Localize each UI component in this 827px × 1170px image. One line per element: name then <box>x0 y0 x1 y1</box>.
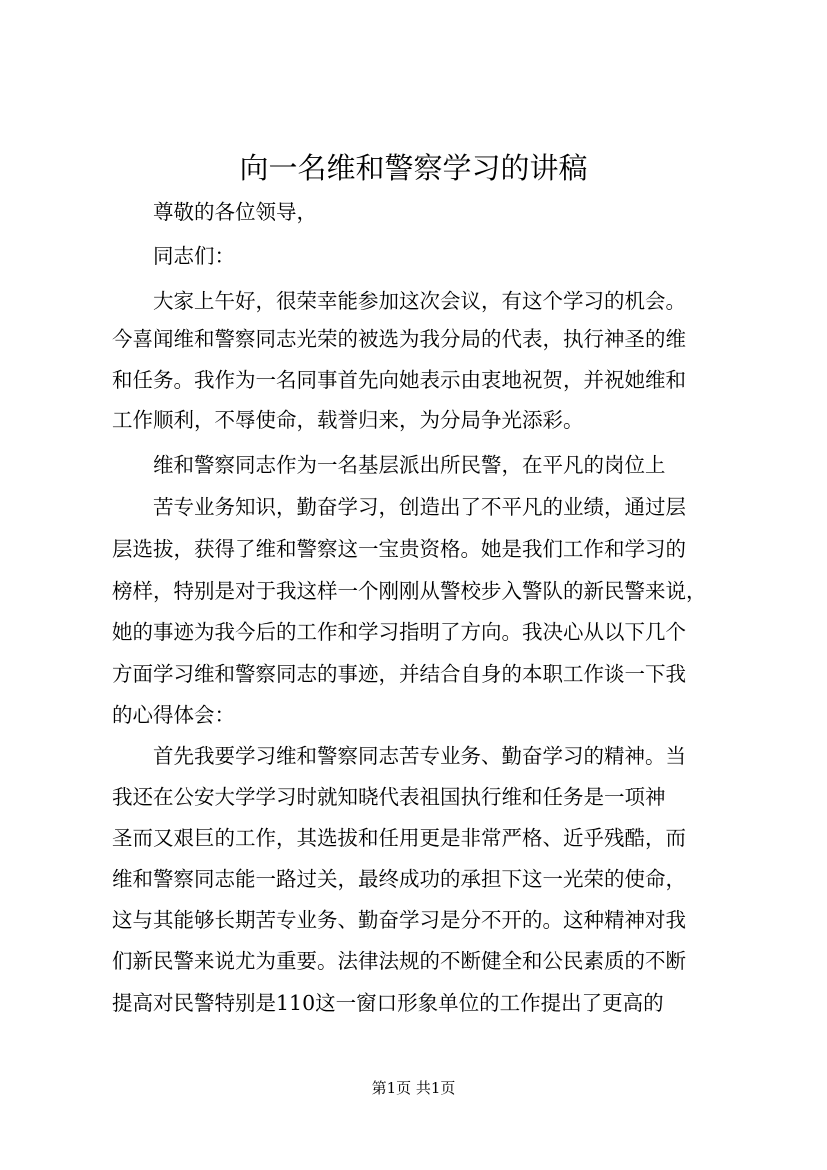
body-text-line: 我还在公安大学学习时就知晓代表祖国执行维和任务是一项神 <box>112 785 666 809</box>
page-title: 向一名维和警察学习的讲稿 <box>239 151 588 185</box>
salutation-line: 同志们： <box>153 244 235 268</box>
body-text-line: 和任务。我作为一名同事首先向她表示由衷地祝贺，并祝她维和 <box>112 368 686 392</box>
body-text-line: 维和警察同志作为一名基层派出所民警，在平凡的岗位上 <box>153 453 666 477</box>
body-text-line: 榜样，特别是对于我这样一个刚刚从警校步入警队的新民警来说， <box>112 579 707 603</box>
body-text-line: 工作顺利，不辱使命，载誉归来，为分局争光添彩。 <box>112 408 584 432</box>
salutation-line: 尊敬的各位领导， <box>153 200 317 224</box>
page-number-footer: 第1页 共1页 <box>371 1079 456 1097</box>
body-text-line: 层选拔，获得了维和警察这一宝贵资格。她是我们工作和学习的 <box>112 537 686 561</box>
body-text-line: 大家上午好，很荣幸能参加这次会议，有这个学习的机会。 <box>153 289 686 313</box>
body-text-line: 维和警察同志能一路过关，最终成功的承担下这一光荣的使命， <box>112 867 686 891</box>
body-text-line: 方面学习维和警察同志的事迹，并结合自身的本职工作谈一下我 <box>112 662 686 686</box>
body-text-line: 今喜闻维和警察同志光荣的被选为我分局的代表，执行神圣的维 <box>112 327 686 351</box>
body-text-line: 她的事迹为我今后的工作和学习指明了方向。我决心从以下几个 <box>112 620 686 644</box>
body-text-line: 苦专业务知识，勤奋学习，创造出了不平凡的业绩，通过层 <box>153 495 686 519</box>
body-text-line: 圣而又艰巨的工作，其选拔和任用更是非常严格、近乎残酷，而 <box>112 826 686 850</box>
body-text-line: 们新民警来说尤为重要。法律法规的不断健全和公民素质的不断 <box>112 949 686 973</box>
body-text-line: 首先我要学习维和警察同志苦专业务、勤奋学习的精神。当 <box>153 744 686 768</box>
body-text-line: 的心得体会： <box>112 703 235 727</box>
body-text-line: 提高对民警特别是110这一窗口形象单位的工作提出了更高的 <box>112 991 664 1015</box>
body-text-line: 这与其能够长期苦专业务、勤奋学习是分不开的。这种精神对我 <box>112 908 686 932</box>
